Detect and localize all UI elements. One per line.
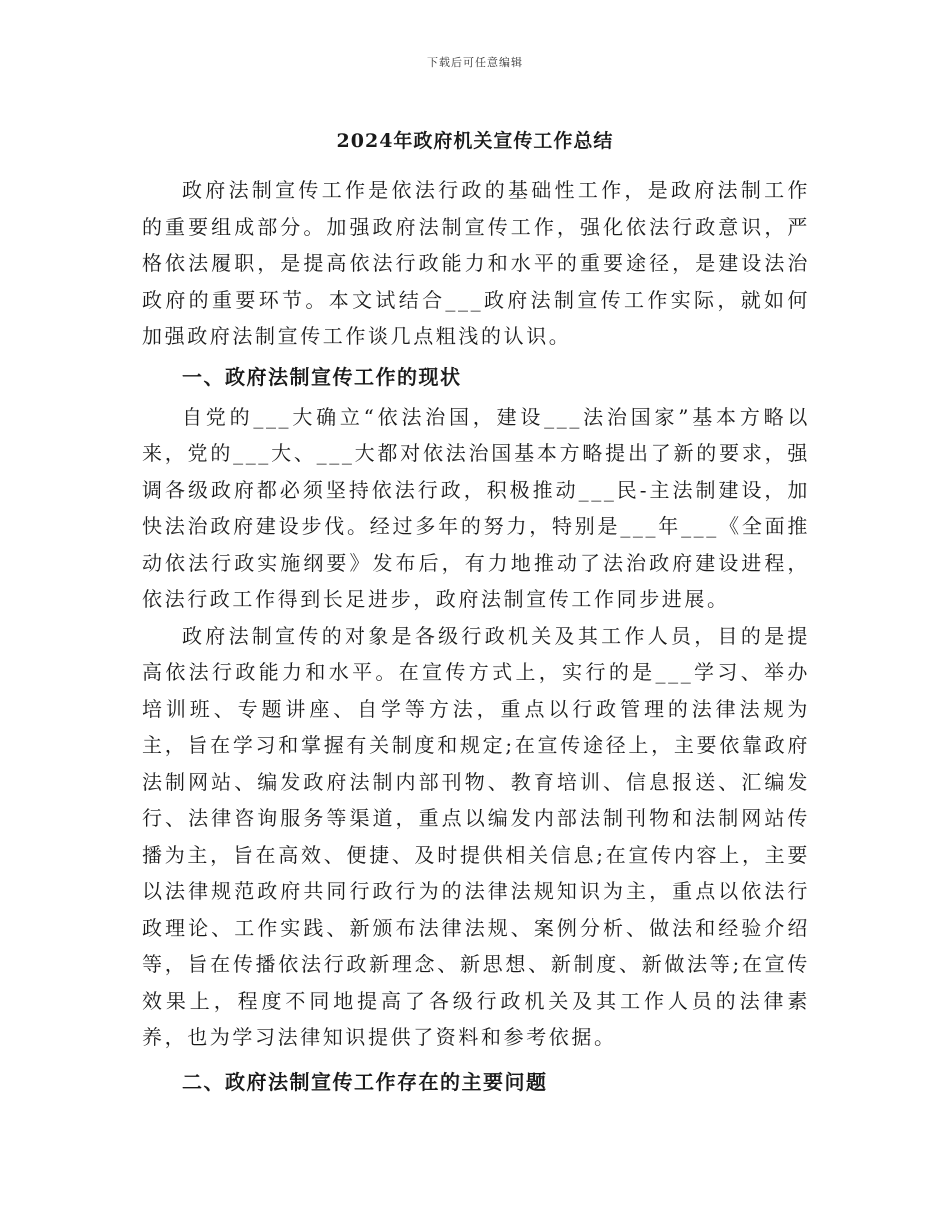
intro-paragraph: 政府法制宣传工作是依法行政的基础性工作，是政府法制工作的重要组成部分。加强政府法制宣传工作，强化依法行政意识，严格依法履职，是提高依法行政能力和水平的重要途径，是建设法治政府的重要环节。本文试结合___政府法制宣传工作实际，就如何加强政府法制宣传工作谈几点粗浅的认识。 [142, 178, 810, 348]
section-1-heading: 一、政府法制宣传工作的现状 [182, 364, 462, 389]
document-body [142, 172, 810, 1104]
section-1-paragraph-1: 自党的___大确立“依法治国，建设___法治国家”基本方略以来，党的___大、___大都对依法治国基本方略提出了新的要求，强调各级政府都必须坚持依法行政，积极推动___民-主法制建设，加快法治政府建设步伐。经过多年的努力，特别是___年___《全面推动依法行政实施纲要》发布后，有力地推动了法治政府建设进程，依法行政工作得到长足进步，政府法制宣传工作同步进展。 [142, 404, 810, 611]
section-2-heading: 二、政府法制宣传工作存在的主要问题 [182, 1069, 548, 1094]
page-header-note: 下载后可任意编辑 [427, 56, 523, 69]
section-1-paragraph-2: 政府法制宣传的对象是各级行政机关及其工作人员，目的是提高依法行政能力和水平。在宣传方式上，实行的是___学习、举办培训班、专题讲座、自学等方法，重点以行政管理的法律法规为主，旨在学习和掌握有关制度和规定;在宣传途径上，主要依靠政府法制网站、编发政府法制内部刊物、教育培训、信息报送、汇编发行、法律咨询服务等渠道，重点以编发内部法制刊物和法制网站传播为主，旨在高效、便捷、及时提供相关信息;在宣传内容上，主要以法律规范政府共同行政行为的法律法规知识为主，重点以依法行政理论、工作实践、新颁布法律法规、案例分析、做法和经验介绍等，旨在传播依法行政新理念、新思想、新制度、新做法等;在宣传效果上，程度不同地提高了各级行政机关及其工作人员的法律素养，也为学习法律知识提供了资料和参考依据。 [142, 623, 810, 1049]
document-title: 2024年政府机关宣传工作总结 [336, 130, 614, 152]
